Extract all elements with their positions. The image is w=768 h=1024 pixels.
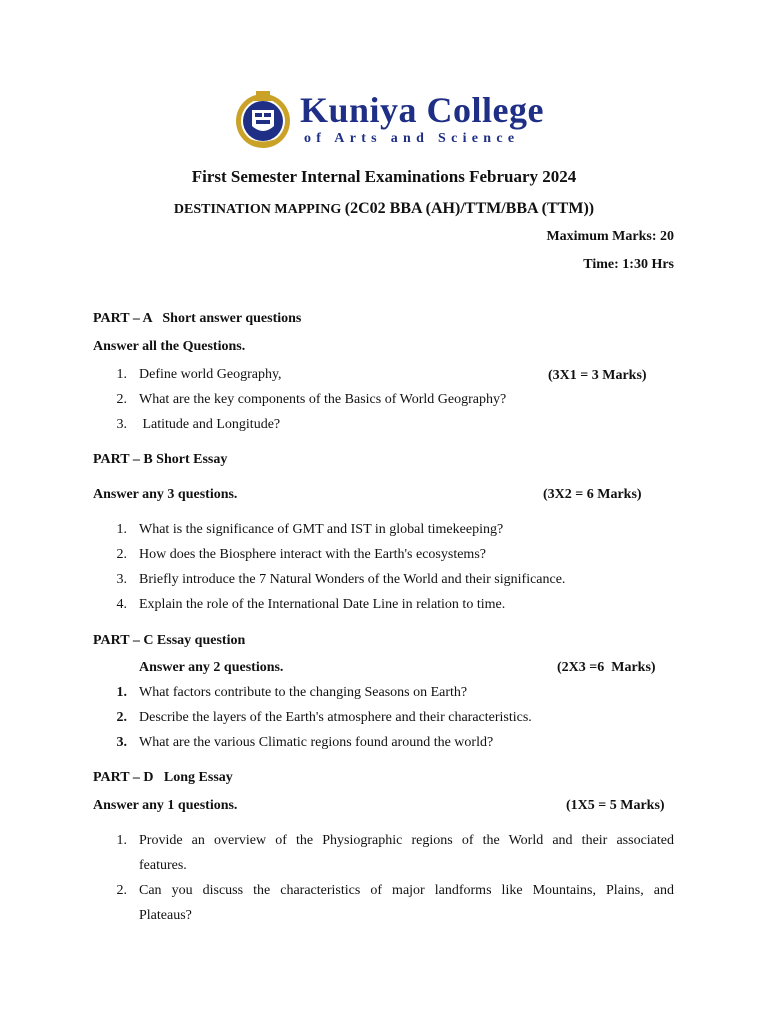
part-b-instruction: Answer any 3 questions.: [93, 487, 238, 502]
part-b-marks: (3X2 = 6 Marks): [543, 487, 642, 502]
exam-time: Time: 1:30 Hrs: [583, 257, 674, 272]
question-text: How does the Biosphere interact with the Earth's ecosystems?: [139, 547, 486, 562]
question-number: 2.: [116, 392, 127, 407]
question-text: Can you discuss the characteristics of major landforms like Mountains, Plains, and: [139, 883, 674, 898]
question-number: 2.: [116, 547, 127, 562]
part-c-heading: PART – C Essay question: [93, 633, 246, 648]
question-number: 2.: [116, 883, 127, 898]
question-number: 4.: [116, 597, 127, 612]
question-text: What factors contribute to the changing Seasons on Earth?: [139, 685, 468, 700]
question-text: Define world Geography,: [139, 367, 282, 382]
part-d-marks: (1X5 = 5 Marks): [566, 798, 665, 813]
maximum-marks: Maximum Marks: 20: [546, 229, 674, 244]
question-text: Describe the layers of the Earth's atmosphere and their characteristics.: [139, 710, 532, 725]
college-name: Kuniya College: [300, 90, 545, 130]
part-a-heading: PART – A Short answer questions: [93, 311, 302, 326]
question-text-continued: Plateaus?: [139, 908, 192, 923]
question-number: 1.: [116, 522, 127, 537]
question-text: Provide an overview of the Physiographic regions of the World and their associated: [139, 833, 674, 848]
course-name: DESTINATION MAPPING: [173, 202, 342, 217]
question-number: 2.: [116, 710, 127, 725]
question-number: 1.: [116, 685, 127, 700]
question-text: What are the key components of the Basics of World Geography?: [139, 392, 507, 407]
question-number: 3.: [116, 572, 127, 587]
part-b-heading: PART – B Short Essay: [93, 452, 228, 467]
college-logo: [232, 88, 545, 152]
part-d-heading: PART – D Long Essay: [93, 770, 233, 785]
question-text: What are the various Climatic regions found around the world?: [139, 735, 494, 750]
part-c-marks: (2X3 =6 Marks): [557, 660, 656, 675]
course-line: [0, 200, 768, 218]
question-number: 1.: [116, 833, 127, 848]
part-a-instruction: Answer all the Questions.: [93, 339, 246, 354]
question-text: What is the significance of GMT and IST in global timekeeping?: [139, 522, 504, 537]
question-number: 1.: [116, 367, 127, 382]
question-text: Explain the role of the International Date Line in relation to time.: [139, 597, 506, 612]
part-c-instruction: Answer any 2 questions.: [139, 660, 284, 675]
college-subtitle: of Arts and Science: [304, 131, 520, 146]
question-text: Latitude and Longitude?: [139, 417, 281, 432]
course-code: (2C02 BBA (AH)/TTM/BBA (TTM)): [344, 200, 595, 217]
part-a-marks: (3X1 = 3 Marks): [548, 368, 647, 383]
exam-title: First Semester Internal Examinations February 2024: [191, 167, 577, 186]
question-text-continued: features.: [139, 858, 187, 873]
college-seal-icon: [232, 88, 294, 150]
question-text: Briefly introduce the 7 Natural Wonders of the World and their significance.: [139, 572, 566, 587]
question-number: 3.: [116, 735, 127, 750]
part-d-instruction: Answer any 1 questions.: [93, 798, 238, 813]
question-number: 3.: [116, 417, 127, 432]
